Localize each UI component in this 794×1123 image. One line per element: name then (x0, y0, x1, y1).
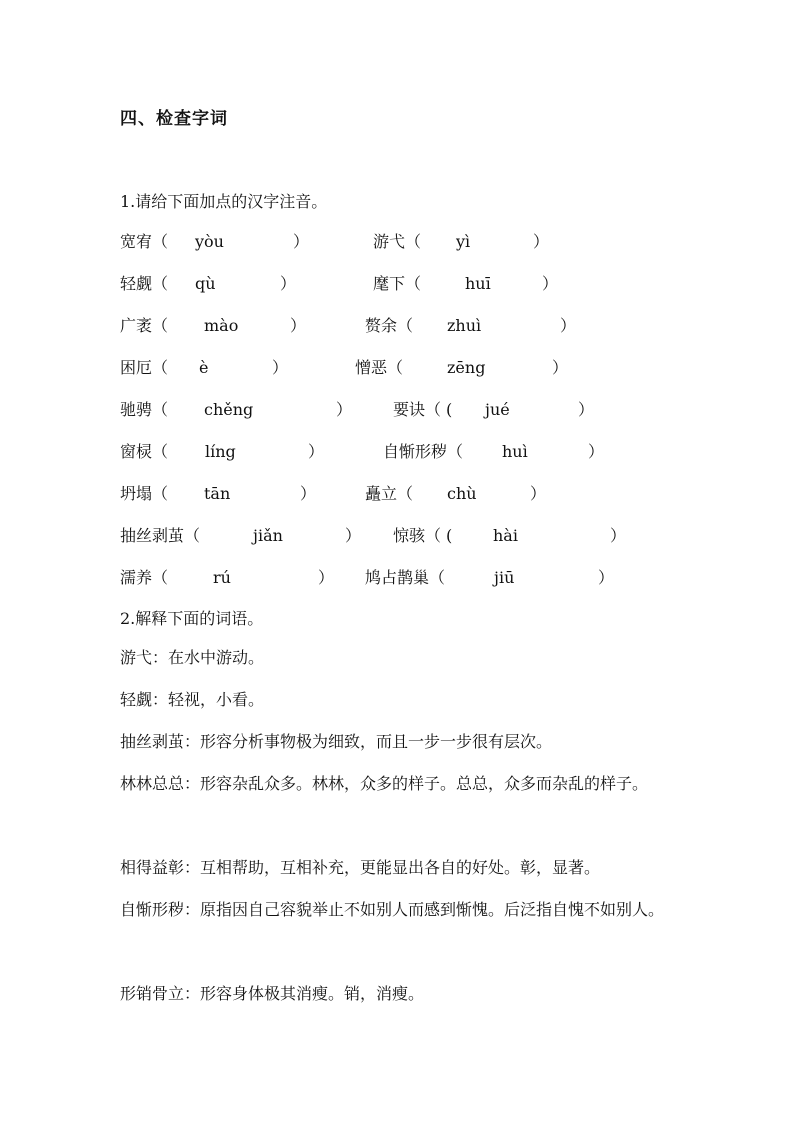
word-left: 濡养（ (120, 568, 169, 587)
pinyin-left: è (199, 358, 209, 377)
paren-close: ） (588, 442, 605, 461)
word-right: 鸠占鹊巢（ (365, 568, 446, 587)
pinyin-right: jué (485, 400, 510, 419)
word-left: 宽宥（ (120, 232, 169, 251)
word-left: 窗棂（ (120, 442, 169, 461)
pinyin-right: huì (502, 442, 528, 461)
pinyin-left: líng (205, 442, 236, 461)
word-right: 矗立（ (365, 484, 414, 503)
paren-close: ） (542, 274, 559, 293)
paren-close: ） (578, 400, 595, 419)
definition-item: 抽丝剥茧：形容分析事物极为细致，而且一步一步很有层次。 (120, 732, 553, 751)
definition-item: 轻觑：轻视，小看。 (120, 690, 265, 709)
pinyin-right: hài (493, 526, 518, 545)
pinyin-left: rú (213, 568, 231, 587)
word-right: 麾下（ (373, 274, 422, 293)
pinyin-right: yì (456, 232, 471, 251)
definition-item: 林林总总：形容杂乱众多。林林，众多的样子。总总，众多而杂乱的样子。 (120, 774, 649, 793)
pinyin-row (0, 567, 794, 591)
pinyin-right: chù (447, 484, 477, 503)
pinyin-row (0, 441, 794, 465)
question-2-title: 2.解释下面的词语。 (120, 609, 264, 628)
paren-close: ） (300, 484, 317, 503)
word-left: 坍塌（ (120, 484, 169, 503)
pinyin-row (0, 315, 794, 339)
word-left: 轻觑（ (120, 274, 169, 293)
paren-open: ( (446, 526, 453, 545)
word-right: 惊骇（ (393, 526, 442, 545)
definition-item: 形销骨立：形容身体极其消瘦。销，消瘦。 (120, 984, 425, 1003)
paren-close: ） (318, 568, 335, 587)
paren-close: ） (598, 568, 615, 587)
pinyin-right: zēng (447, 358, 486, 377)
pinyin-left: yòu (195, 232, 224, 251)
word-right: 要诀（ (393, 400, 442, 419)
question-1-title: 1.请给下面加点的汉字注音。 (120, 192, 328, 211)
word-right: 憎恶（ (355, 358, 404, 377)
definition-item: 游弋：在水中游动。 (120, 648, 265, 667)
pinyin-right: zhuì (447, 316, 482, 335)
word-left: 抽丝剥茧（ (120, 526, 201, 545)
paren-close: ） (610, 526, 627, 545)
section-title: 四、检查字词 (120, 109, 228, 129)
word-right: 游弋（ (373, 232, 422, 251)
pinyin-row (0, 525, 794, 549)
pinyin-row (0, 231, 794, 255)
pinyin-row (0, 273, 794, 297)
paren-close: ） (560, 316, 577, 335)
paren-close: ） (290, 316, 307, 335)
word-right: 赘余（ (365, 316, 414, 335)
paren-close: ） (280, 274, 297, 293)
pinyin-left: mào (204, 316, 239, 335)
paren-open: ( (446, 400, 453, 419)
pinyin-left: tān (204, 484, 231, 503)
word-left: 驰骋（ (120, 400, 169, 419)
pinyin-left: qù (195, 274, 216, 293)
paren-close: ） (272, 358, 289, 377)
paren-close: ） (345, 526, 362, 545)
pinyin-right: jiū (494, 568, 515, 587)
paren-close: ） (530, 484, 547, 503)
paren-close: ） (336, 400, 353, 419)
definition-item: 相得益彰：互相帮助，互相补充，更能显出各自的好处。彰，显著。 (120, 858, 601, 877)
word-right: 自惭形秽（ (383, 442, 464, 461)
pinyin-right: huī (465, 274, 491, 293)
word-left: 困厄（ (120, 358, 169, 377)
pinyin-left: chěng (204, 400, 254, 419)
pinyin-left: jiǎn (253, 526, 283, 545)
pinyin-row (0, 357, 794, 381)
paren-close: ） (308, 442, 325, 461)
pinyin-row (0, 483, 794, 507)
pinyin-row (0, 399, 794, 423)
paren-close: ） (533, 232, 550, 251)
paren-close: ） (293, 232, 310, 251)
definition-item: 自惭形秽：原指因自己容貌举止不如别人而感到惭愧。后泛指自愧不如别人。 (120, 900, 665, 919)
paren-close: ） (552, 358, 569, 377)
word-left: 广袤（ (120, 316, 169, 335)
